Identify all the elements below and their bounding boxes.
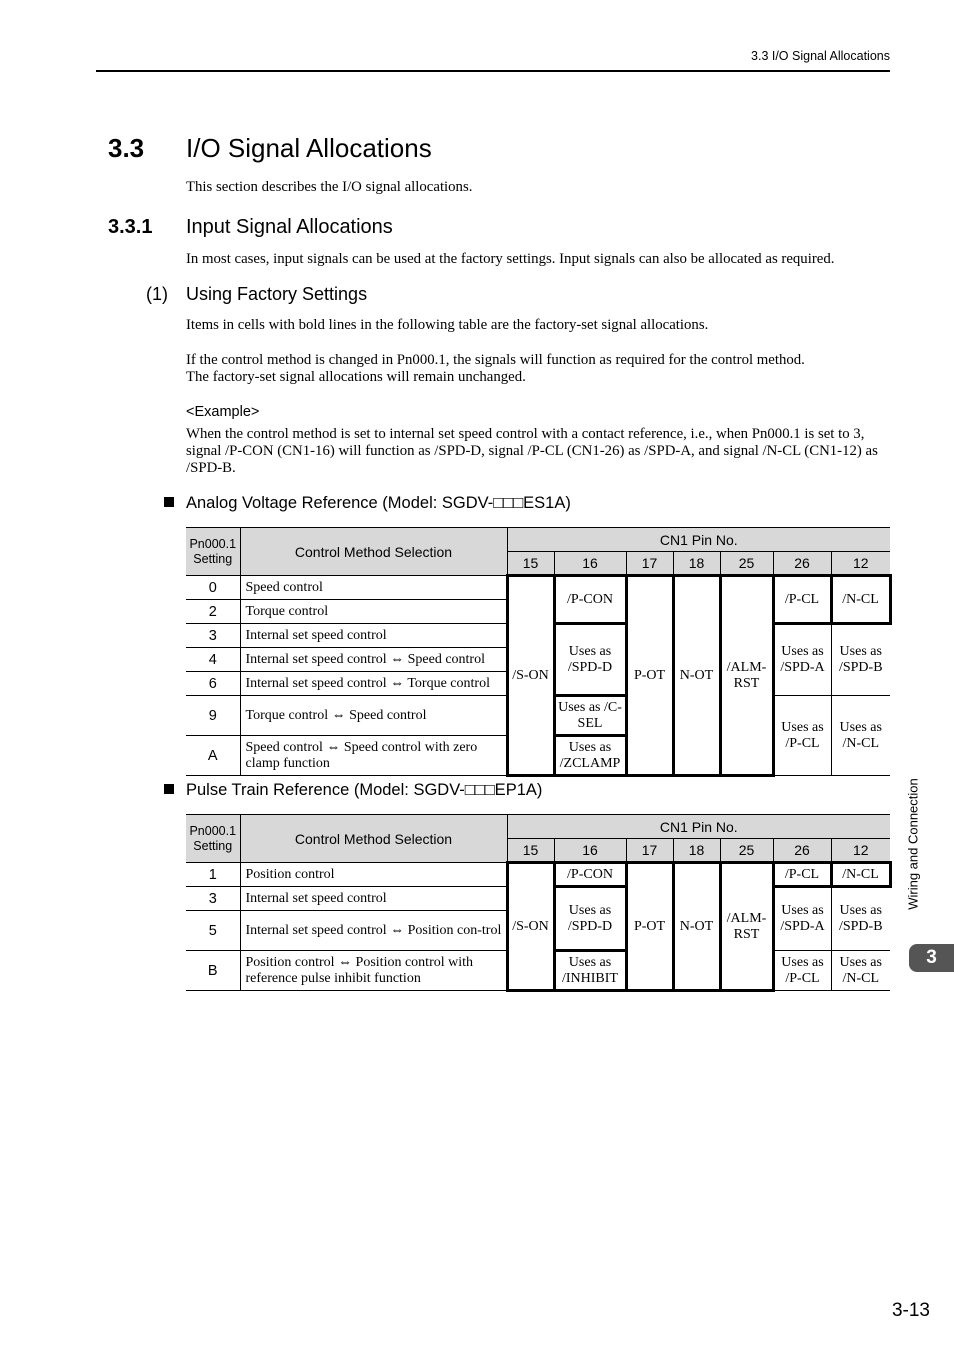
paragraph-factory-settings: Items in cells with bold lines in the following table are the factory-set signal allocations. xyxy=(186,317,709,333)
bullet-square-icon xyxy=(164,784,174,794)
subsubsection-heading xyxy=(146,284,367,305)
pin18-cell: N-OT xyxy=(673,576,720,776)
pin16-cell: /P-CON xyxy=(554,576,626,624)
method-cell: Internal set speed control ⇔ Torque control xyxy=(240,672,507,696)
setting-cell: A xyxy=(186,736,240,776)
method-cell: Torque control xyxy=(240,600,507,624)
section-heading xyxy=(108,133,432,164)
header-method: Control Method Selection xyxy=(240,528,507,576)
method-cell: Position control xyxy=(240,863,507,887)
pin-header: 15 xyxy=(507,839,554,863)
subsubsection-number: (1) xyxy=(146,284,168,304)
pin16-cell: Uses as /SPD-D xyxy=(554,624,626,696)
running-head: 3.3 I/O Signal Allocations xyxy=(751,49,890,63)
pin25-cell: /ALM-RST xyxy=(720,863,773,991)
table1-heading-text: Analog Voltage Reference (Model: SGDV-□□□ES1A) xyxy=(186,494,571,512)
page-number: 3-13 xyxy=(891,1300,930,1321)
header-pins: CN1 Pin No. xyxy=(507,528,890,552)
setting-cell: 9 xyxy=(186,696,240,736)
setting-cell: 0 xyxy=(186,576,240,600)
paragraph-control-method-line2: The factory-set signal allocations will remain unchanged. xyxy=(186,369,526,385)
pulse-train-table xyxy=(186,814,892,992)
example-text: When the control method is set to internal set speed control with a contact reference, i.e., when Pn000.1 is set to 3, signal /P-CON (CN1-16) will function as /SPD-D, signal /P-CL (CN1-26) as /SPD-A, and signal /N-CL (CN1-12) as /SPD-B. xyxy=(186,426,878,476)
setting-cell: 6 xyxy=(186,672,240,696)
section-intro: This section describes the I/O signal allocations. xyxy=(186,179,473,195)
method-cell: Internal set speed control xyxy=(240,624,507,648)
subsubsection-title: Using Factory Settings xyxy=(186,284,368,304)
paragraph-control-method-line1: If the control method is changed in Pn000.1, the signals will function as required for the control method. xyxy=(186,352,805,368)
pin17-cell: P-OT xyxy=(626,576,673,776)
method-cell: Speed control ⇔ Speed control with zero clamp function xyxy=(240,736,507,776)
subsection-number: 3.3.1 xyxy=(108,216,153,238)
section-number: 3.3 xyxy=(108,133,145,163)
pin-header: 26 xyxy=(773,839,831,863)
pin-header: 15 xyxy=(507,552,554,576)
pin12-cell: Uses as /SPD-B xyxy=(831,887,890,951)
section-title: I/O Signal Allocations xyxy=(186,133,432,163)
subsection-title: Input Signal Allocations xyxy=(186,216,393,238)
pin16-cell: /P-CON xyxy=(554,863,626,887)
method-cell: Speed control xyxy=(240,576,507,600)
header-rule xyxy=(96,70,890,72)
pin26-cell: /P-CL xyxy=(773,863,831,887)
method-cell: Torque control ⇔ Speed control xyxy=(240,696,507,736)
pin25-cell: /ALM-RST xyxy=(720,576,773,776)
pin26-cell: Uses as /SPD-A xyxy=(773,887,831,951)
pin-header: 25 xyxy=(720,839,773,863)
pin-header: 16 xyxy=(554,839,626,863)
table2-heading-text: Pulse Train Reference (Model: SGDV-□□□EP1A) xyxy=(186,781,543,799)
setting-cell: 3 xyxy=(186,624,240,648)
pin15-cell: /S-ON xyxy=(507,863,554,991)
side-chapter-label-text: Wiring and Connection xyxy=(905,778,921,910)
pin17-cell: P-OT xyxy=(626,863,673,991)
analog-voltage-table xyxy=(186,527,892,777)
subsection-intro: In most cases, input signals can be used at the factory settings. Input signals can also be allocated as required. xyxy=(186,251,835,267)
header-setting: Pn000.1 Setting xyxy=(186,815,240,863)
pin12-cell: Uses as /N-CL xyxy=(831,696,890,776)
setting-cell: 2 xyxy=(186,600,240,624)
pin16-cell: Uses as /ZCLAMP xyxy=(554,736,626,776)
pin18-cell: N-OT xyxy=(673,863,720,991)
setting-cell: B xyxy=(186,951,240,991)
pin-header: 17 xyxy=(626,552,673,576)
pin16-cell: Uses as /C-SEL xyxy=(554,696,626,736)
pin26-cell: Uses as /P-CL xyxy=(773,951,831,991)
pin26-cell: /P-CL xyxy=(773,576,831,624)
header-pins: CN1 Pin No. xyxy=(507,815,890,839)
method-cell: Position control ⇔ Position control with reference pulse inhibit function xyxy=(240,951,507,991)
pin12-cell: /N-CL xyxy=(831,576,890,624)
pin26-cell: Uses as /SPD-A xyxy=(773,624,831,696)
pin-header: 16 xyxy=(554,552,626,576)
setting-cell: 1 xyxy=(186,863,240,887)
side-chapter-label xyxy=(904,773,922,915)
header-setting: Pn000.1 Setting xyxy=(186,528,240,576)
method-cell: Internal set speed control ⇔ Position con-trol xyxy=(240,911,507,951)
table1-heading xyxy=(164,494,571,513)
pin-header: 25 xyxy=(720,552,773,576)
pin15-cell: /S-ON xyxy=(507,576,554,776)
setting-cell: 5 xyxy=(186,911,240,951)
pin12-cell: Uses as /SPD-B xyxy=(831,624,890,696)
example-label: <Example> xyxy=(186,404,260,420)
method-cell: Internal set speed control ⇔ Speed control xyxy=(240,648,507,672)
pin-header: 12 xyxy=(831,552,890,576)
table2-heading xyxy=(164,781,542,800)
header-method: Control Method Selection xyxy=(240,815,507,863)
method-cell: Internal set speed control xyxy=(240,887,507,911)
pin16-cell: Uses as /INHIBIT xyxy=(554,951,626,991)
pin16-cell: Uses as /SPD-D xyxy=(554,887,626,951)
setting-cell: 3 xyxy=(186,887,240,911)
pin-header: 18 xyxy=(673,552,720,576)
pin26-cell: Uses as /P-CL xyxy=(773,696,831,776)
pin12-cell: Uses as /N-CL xyxy=(831,951,890,991)
pin-header: 26 xyxy=(773,552,831,576)
pin-header: 17 xyxy=(626,839,673,863)
bullet-square-icon xyxy=(164,497,174,507)
pin-header: 18 xyxy=(673,839,720,863)
chapter-tab: 3 xyxy=(909,944,954,972)
subsection-heading xyxy=(108,216,393,239)
pin-header: 12 xyxy=(831,839,890,863)
setting-cell: 4 xyxy=(186,648,240,672)
pin12-cell: /N-CL xyxy=(831,863,890,887)
